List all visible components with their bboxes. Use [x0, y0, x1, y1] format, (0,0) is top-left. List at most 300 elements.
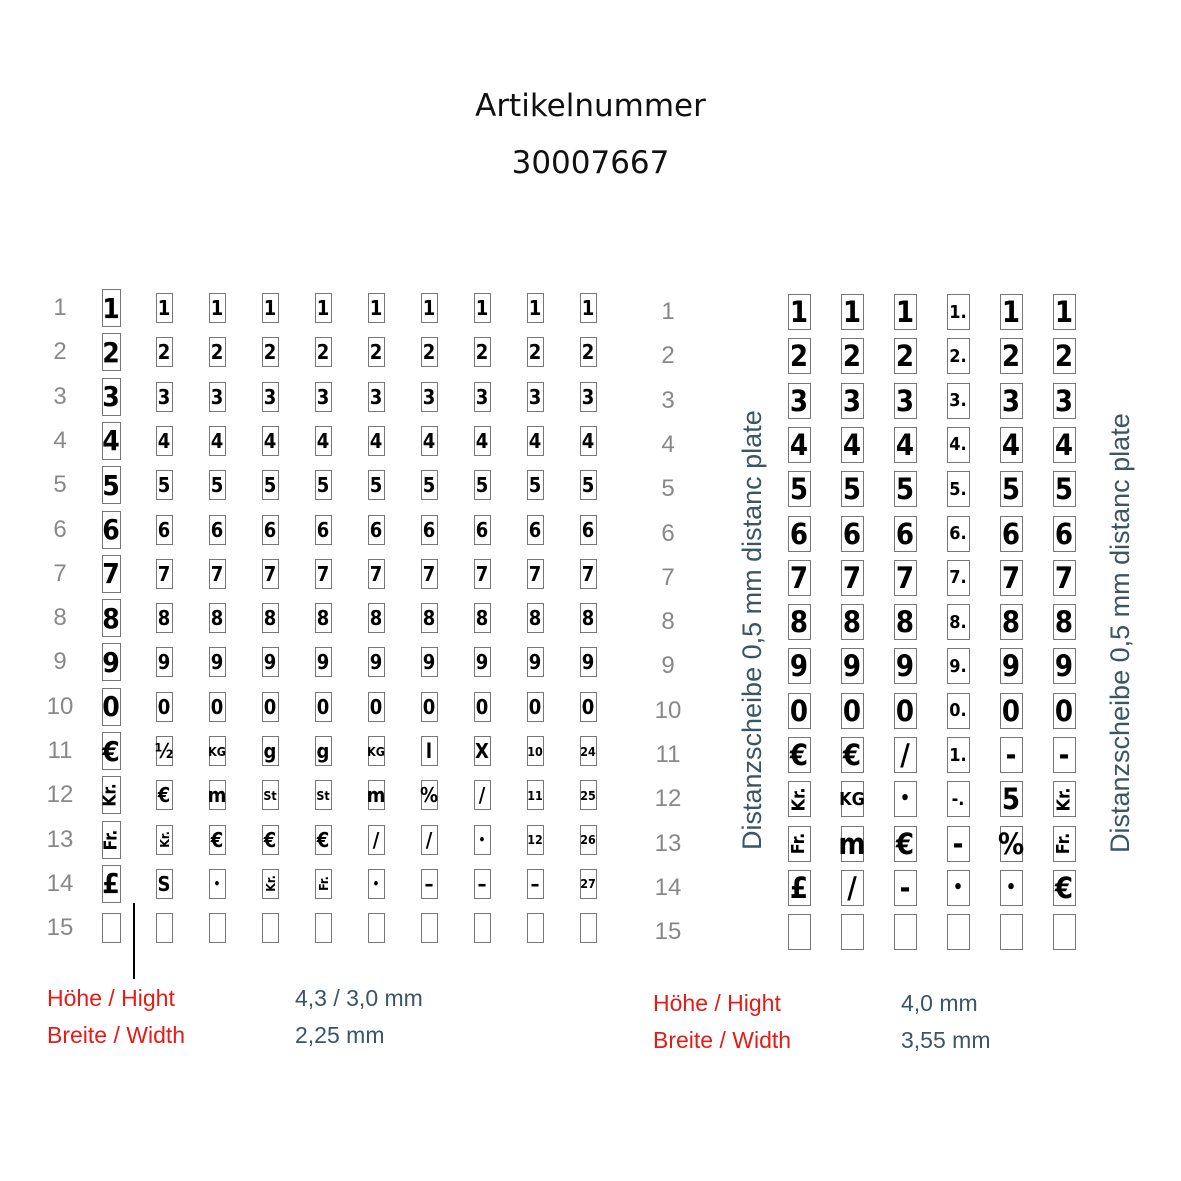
type-character: Fr.: [101, 829, 122, 850]
type-cell: [1000, 648, 1023, 684]
type-cell: [1053, 471, 1076, 507]
type-cell: [1000, 870, 1023, 906]
type-character: 6: [581, 517, 595, 542]
row-number: 2: [661, 342, 675, 370]
type-character: 2: [789, 339, 809, 374]
type-character: S: [157, 871, 171, 896]
type-character: 3: [369, 384, 383, 409]
type-character: 1.: [949, 301, 967, 323]
type-cell: [894, 826, 917, 862]
type-character: 7: [102, 557, 120, 591]
type-cell: [894, 294, 917, 330]
type-cell: [894, 560, 917, 596]
type-character: -: [1058, 738, 1070, 772]
type-cell: [474, 603, 491, 633]
row-number: 9: [661, 652, 675, 680]
type-cell: [894, 914, 917, 950]
type-cell: [156, 780, 173, 810]
type-character: 0: [581, 694, 595, 719]
type-cell: [474, 825, 491, 855]
type-cell: [209, 825, 226, 855]
row-number: 1: [53, 294, 67, 321]
type-character: 0: [1054, 693, 1074, 728]
type-cell: [580, 869, 597, 899]
row-number: 3: [53, 382, 67, 410]
type-character: 5: [842, 472, 862, 507]
type-cell: [209, 426, 226, 456]
type-character: 4: [210, 428, 224, 453]
type-character: Kr.: [788, 787, 810, 812]
type-cell: [102, 333, 121, 371]
type-character: 5: [895, 472, 915, 507]
type-character: 10: [527, 743, 543, 759]
type-cell: [841, 737, 864, 773]
type-cell: [102, 289, 121, 327]
type-cell: [421, 293, 438, 323]
type-character: 8: [157, 606, 171, 631]
type-character: 2: [1054, 339, 1074, 374]
type-character: 5: [581, 473, 595, 498]
type-cell: [421, 382, 438, 412]
type-character: KG: [208, 743, 226, 759]
type-cell: [527, 559, 544, 589]
right-width-label: Breite / Width: [653, 1027, 792, 1053]
type-character: 6: [789, 516, 809, 551]
type-cell: [368, 382, 385, 412]
type-cell: [315, 780, 332, 810]
type-cell: [262, 337, 279, 367]
type-character: 7: [842, 560, 862, 595]
type-cell: [1000, 693, 1023, 729]
left-width-value: 2,25 mm: [295, 1022, 385, 1048]
type-cell: [527, 825, 544, 855]
type-cell: [1000, 294, 1023, 330]
type-cell: [262, 647, 279, 677]
type-character: l: [425, 739, 433, 763]
type-cell: [894, 427, 917, 463]
type-cell: [262, 515, 279, 545]
type-character: 9: [528, 650, 542, 675]
type-character: 5: [263, 473, 277, 498]
type-character: 6: [842, 516, 862, 551]
article-label: Artikelnummer: [475, 88, 706, 124]
row-number: 1: [661, 298, 675, 325]
type-character: 7: [1001, 560, 1021, 595]
type-character: 9: [1054, 649, 1074, 684]
type-character: 9: [581, 650, 595, 675]
type-character: 2: [528, 340, 542, 365]
type-cell: [209, 603, 226, 633]
type-character: 8: [895, 605, 915, 640]
right-spacer-label: Distanzscheibe 0,5 mm distanc plate: [1105, 413, 1135, 853]
type-cell: [368, 692, 385, 722]
type-cell: [1000, 604, 1023, 640]
type-character: 6: [422, 517, 436, 542]
type-cell: [894, 338, 917, 374]
row-number: 13: [46, 825, 74, 853]
type-cell: [209, 647, 226, 677]
type-cell: [838, 826, 866, 862]
type-character: 0: [842, 693, 862, 728]
type-character: 2.: [949, 345, 967, 367]
type-character: 9: [210, 650, 224, 675]
type-character: 5: [422, 473, 436, 498]
type-character: 5: [475, 473, 489, 498]
type-cell: [841, 383, 864, 419]
type-character: –: [530, 871, 540, 896]
type-character: 6: [895, 516, 915, 551]
type-cell: [262, 913, 279, 943]
type-cell: [156, 913, 173, 943]
type-cell: [841, 427, 864, 463]
type-cell: [421, 470, 438, 500]
type-character: Kr.: [156, 831, 172, 848]
type-cell: [102, 732, 121, 770]
type-character: 8: [316, 606, 330, 631]
type-cell: [894, 693, 917, 729]
row-number: 2: [53, 338, 67, 366]
type-character: 7: [210, 561, 224, 586]
type-cell: [580, 603, 597, 633]
type-cell: [262, 825, 279, 855]
type-cell: [894, 870, 917, 906]
type-character: 3: [895, 383, 915, 418]
type-character: 2: [475, 340, 489, 365]
type-cell: [102, 821, 121, 859]
type-cell: [1053, 693, 1076, 729]
type-character: 0: [369, 694, 383, 719]
type-character: 4: [581, 428, 595, 453]
type-character: 3: [1054, 383, 1074, 418]
type-cell: [156, 736, 173, 766]
type-character: 4: [157, 428, 171, 453]
type-cell: [841, 294, 864, 330]
type-cell: [421, 692, 438, 722]
type-character: -: [1005, 738, 1017, 772]
type-cell: [527, 692, 544, 722]
type-cell: [1000, 427, 1023, 463]
type-cell: [580, 426, 597, 456]
type-cell: [947, 648, 970, 684]
type-character: -: [899, 870, 911, 905]
type-cell: [421, 780, 438, 810]
type-character: 4: [102, 424, 120, 458]
type-cell: [156, 692, 173, 722]
type-character: 9: [422, 650, 436, 675]
type-character: 9: [157, 650, 171, 675]
type-character: 0: [263, 694, 277, 719]
type-cell: [1053, 427, 1076, 463]
type-cell: [315, 647, 332, 677]
type-character: St: [263, 787, 277, 803]
type-cell: [209, 736, 226, 766]
type-cell: [262, 559, 279, 589]
type-cell: [947, 338, 970, 374]
type-character: 6: [263, 517, 277, 542]
type-cell: [1053, 604, 1076, 640]
left-height-label: Höhe / Hight: [47, 985, 175, 1011]
type-character: 5: [1001, 782, 1021, 817]
row-number: 4: [661, 430, 675, 458]
type-cell: [474, 736, 491, 766]
type-character: 0: [422, 694, 436, 719]
type-character: 6: [316, 517, 330, 542]
type-cell: [788, 560, 811, 596]
type-cell: [262, 603, 279, 633]
type-character: 3: [842, 383, 862, 418]
type-character: 6: [157, 517, 171, 542]
type-character: €: [842, 738, 862, 772]
type-cell: [474, 426, 491, 456]
type-cell: [209, 470, 226, 500]
type-character: 7: [475, 561, 489, 586]
type-cell: [315, 337, 332, 367]
type-cell: [262, 780, 279, 810]
type-character: 2: [895, 339, 915, 374]
type-character: 2: [422, 340, 436, 365]
type-character: •: [478, 832, 486, 847]
type-cell: [102, 466, 121, 504]
type-character: /: [900, 738, 910, 772]
type-cell: [580, 780, 597, 810]
row-number: 9: [53, 648, 67, 676]
type-character: 8: [842, 605, 862, 640]
type-cell: [1000, 737, 1023, 773]
row-number: 5: [53, 471, 67, 499]
type-cell: [947, 427, 970, 463]
type-cell: [209, 559, 226, 589]
type-character: 5.: [949, 478, 967, 500]
type-cell: [580, 293, 597, 323]
type-cell: [947, 826, 970, 862]
type-cell: [788, 383, 811, 419]
type-character: •: [899, 789, 910, 810]
type-cell: [315, 470, 332, 500]
type-character: 6: [1001, 516, 1021, 551]
type-character: 3: [528, 384, 542, 409]
type-cell: [474, 647, 491, 677]
type-character: €: [789, 738, 809, 772]
type-character: 4: [895, 427, 915, 462]
type-cell: [315, 692, 332, 722]
type-cell: [788, 781, 811, 817]
type-character: 5: [528, 473, 542, 498]
type-cell: [209, 869, 226, 899]
type-character: 7: [157, 561, 171, 586]
type-character: 1: [528, 296, 542, 320]
type-cell: [262, 692, 279, 722]
type-character: €: [1054, 870, 1074, 905]
type-cell: [102, 643, 121, 681]
type-character: 8.: [949, 611, 967, 633]
type-character: 7: [316, 561, 330, 586]
type-cell: [1053, 294, 1076, 330]
type-cell: [209, 337, 226, 367]
type-cell: [102, 865, 121, 903]
type-character: 4: [316, 428, 330, 453]
type-cell: [474, 913, 491, 943]
type-cell: [102, 599, 121, 637]
type-cell: [527, 470, 544, 500]
type-cell: [1053, 338, 1076, 374]
type-cell: [262, 736, 279, 766]
type-cell: [997, 826, 1025, 862]
type-cell: [262, 293, 279, 323]
type-character: 6: [1054, 516, 1074, 551]
type-cell: [580, 382, 597, 412]
type-character: 2: [842, 339, 862, 374]
type-cell: [156, 825, 173, 855]
type-cell: [421, 603, 438, 633]
type-cell: [368, 603, 385, 633]
type-cell: [102, 378, 121, 416]
type-cell: [315, 913, 332, 943]
type-character: Kr.: [101, 783, 121, 807]
type-character: €: [210, 827, 224, 852]
type-cell: [580, 515, 597, 545]
type-character: €: [316, 827, 330, 852]
type-cell: [1000, 560, 1023, 596]
type-character: 1: [102, 291, 120, 325]
type-character: 4: [369, 428, 383, 453]
type-character: 9: [895, 649, 915, 684]
type-cell: [1053, 560, 1076, 596]
type-cell: [421, 869, 438, 899]
type-cell: [421, 736, 438, 766]
type-character: Fr.: [1053, 832, 1075, 855]
type-cell: [1053, 870, 1076, 906]
type-cell: [1000, 383, 1023, 419]
type-character: 8: [789, 605, 809, 640]
type-character: 4: [475, 428, 489, 453]
type-cell: [947, 914, 970, 950]
type-character: 11: [527, 787, 543, 803]
type-character: /: [372, 827, 380, 852]
type-cell: [315, 736, 332, 766]
type-cell: [156, 515, 173, 545]
type-cell: [102, 511, 121, 549]
type-character: 0: [210, 694, 224, 719]
type-cell: [788, 471, 811, 507]
type-character: 9: [263, 650, 277, 675]
type-cell: [527, 515, 544, 545]
type-cell: [102, 913, 121, 943]
type-cell: [209, 913, 226, 943]
type-cell: [102, 776, 121, 814]
type-cell: [368, 780, 385, 810]
type-cell: [209, 382, 226, 412]
type-cell: [1000, 781, 1023, 817]
type-cell: [841, 914, 864, 950]
type-cell: [788, 294, 811, 330]
type-cell: [156, 337, 173, 367]
row-number: 4: [53, 426, 67, 454]
type-character: 0: [102, 690, 120, 724]
row-number: 15: [654, 918, 682, 946]
type-character: 0: [475, 694, 489, 719]
type-cell: [788, 338, 811, 374]
type-cell: [368, 337, 385, 367]
type-character: m: [207, 783, 227, 808]
type-character: 4: [789, 427, 809, 462]
type-character: 1: [842, 295, 862, 329]
type-cell: [1000, 471, 1023, 507]
type-cell: [947, 560, 970, 596]
type-character: 1: [1054, 295, 1074, 329]
type-character: /: [478, 783, 486, 808]
right-height-value: 4,0 mm: [901, 990, 978, 1016]
type-cell: [315, 603, 332, 633]
type-cell: [102, 555, 121, 593]
type-character: 7: [581, 561, 595, 586]
type-character: 26: [580, 832, 596, 848]
type-character: 0: [528, 694, 542, 719]
type-cell: [102, 688, 121, 726]
type-cell: [315, 825, 332, 855]
type-cell: [474, 470, 491, 500]
type-character: 24: [580, 743, 596, 759]
type-cell: [947, 516, 970, 552]
type-character: 1: [581, 296, 595, 320]
type-character: %: [419, 783, 439, 808]
type-cell: [156, 559, 173, 589]
type-cell: [368, 470, 385, 500]
left-spacer-label: Distanzscheibe 0,5 mm distanc plate: [737, 410, 767, 850]
type-character: -.: [951, 788, 965, 810]
type-cell: [527, 603, 544, 633]
type-cell: [841, 604, 864, 640]
type-character: 5: [102, 468, 120, 502]
type-cell: [1000, 914, 1023, 950]
type-cell: [262, 426, 279, 456]
type-cell: [474, 382, 491, 412]
type-cell: [788, 870, 811, 906]
type-character: 7: [422, 561, 436, 586]
type-character: •: [952, 877, 963, 898]
type-cell: [156, 869, 173, 899]
type-character: 4: [842, 427, 862, 462]
type-character: 6: [369, 517, 383, 542]
type-cell: [368, 426, 385, 456]
type-cell: [788, 648, 811, 684]
type-character: 2: [1001, 339, 1021, 374]
type-character: –: [424, 871, 434, 896]
type-cell: [527, 913, 544, 943]
row-number: 7: [53, 559, 67, 587]
type-cell: [527, 647, 544, 677]
type-cell: [156, 647, 173, 677]
type-character: 8: [475, 606, 489, 631]
row-number: 6: [661, 519, 675, 547]
type-cell: [421, 825, 438, 855]
type-character: 7: [263, 561, 277, 586]
type-character: 7: [789, 560, 809, 595]
type-character: St: [316, 787, 330, 803]
type-character: 5: [157, 473, 171, 498]
type-character: 6: [210, 517, 224, 542]
type-cell: [841, 338, 864, 374]
type-cell: [315, 559, 332, 589]
type-character: £: [102, 867, 120, 901]
type-character: 3: [210, 384, 224, 409]
type-cell: [474, 515, 491, 545]
type-cell: [315, 382, 332, 412]
row-number: 15: [46, 914, 74, 942]
left-width-label: Breite / Width: [47, 1022, 186, 1048]
article-number: 30007667: [511, 145, 670, 181]
type-character: 9: [1001, 649, 1021, 684]
type-cell: [580, 647, 597, 677]
